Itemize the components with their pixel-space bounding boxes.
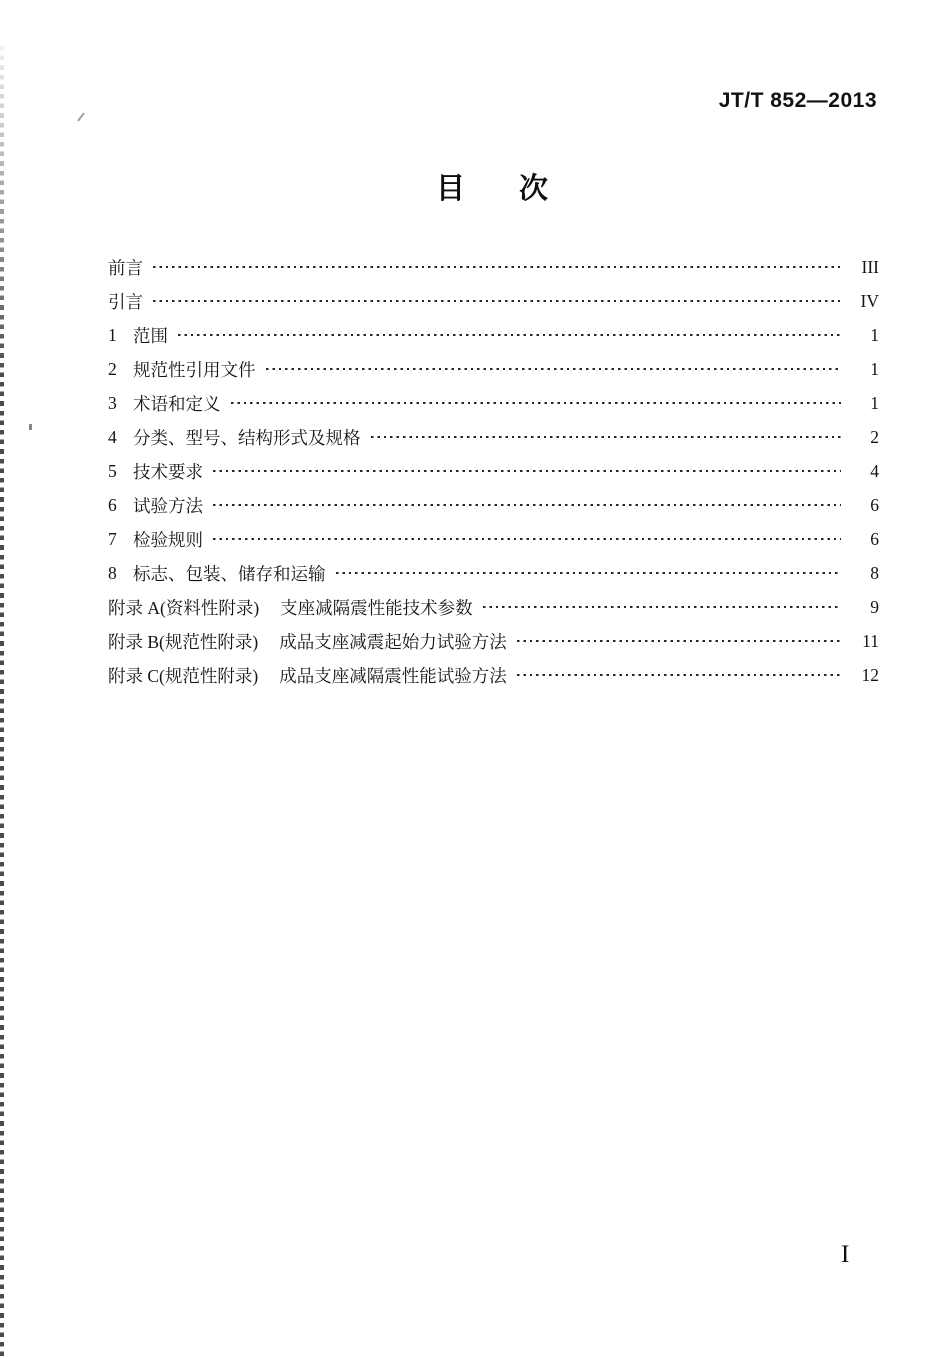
doc-number: JT/T 852—2013 [718, 89, 877, 112]
toc-entry-appendix-c [108, 658, 879, 692]
dot-leader [178, 334, 841, 337]
toc-entry-4 [108, 420, 879, 454]
dot-leader [153, 266, 841, 269]
entry-page-number: 11 [862, 630, 879, 651]
entry-label: 术语和定义 [133, 393, 221, 414]
title-char-2: 次 [519, 173, 549, 205]
toc-entry-2 [108, 352, 879, 386]
entry-label: 附录 A(资料性附录) [108, 597, 260, 618]
entry-number: 1 [108, 324, 117, 345]
entry-page-number: 2 [870, 426, 879, 447]
entry-label: 分类、型号、结构形式及规格 [133, 427, 361, 448]
entry-label: 附录 C(规范性附录) [108, 665, 259, 686]
toc-entry-8 [108, 556, 879, 590]
entry-number: 2 [108, 358, 117, 379]
toc-entry-5 [108, 454, 879, 488]
entry-label: 附录 B(规范性附录) [108, 631, 259, 652]
entry-number: 4 [108, 426, 117, 447]
entry-label: 试验方法 [133, 495, 203, 516]
toc-entry-appendix-a [108, 590, 879, 624]
scan-speck [77, 112, 85, 121]
footer-page-number: I [841, 1241, 850, 1268]
dot-leader [483, 606, 841, 609]
dot-leader [213, 470, 841, 473]
entry-page-number: IV [860, 290, 879, 311]
entry-page-number: 6 [870, 494, 879, 515]
entry-number: 3 [108, 392, 117, 413]
entry-number: 6 [108, 494, 117, 515]
document-header [719, 89, 877, 113]
entry-subtitle: 成品支座减震起始力试验方法 [279, 631, 507, 652]
dot-leader [213, 538, 841, 541]
page-title [0, 166, 950, 207]
entry-label: 引言 [108, 291, 143, 312]
toc-entry-7 [108, 522, 879, 556]
entry-page-number: 8 [870, 562, 879, 583]
title-char-1: 目 [435, 173, 465, 205]
dot-leader [213, 504, 841, 507]
entry-page-number: 1 [870, 358, 879, 379]
entry-number: 7 [108, 528, 117, 549]
toc-entry-appendix-b [108, 624, 879, 658]
entry-label: 前言 [108, 257, 143, 278]
entry-label: 标志、包装、储存和运输 [133, 563, 326, 584]
entry-label: 范围 [133, 325, 168, 346]
entry-page-number: 1 [870, 392, 879, 413]
entry-page-number: 12 [861, 664, 879, 685]
entry-subtitle: 支座减隔震性能技术参数 [280, 597, 473, 618]
toc-entry-6 [108, 488, 879, 522]
entry-label: 规范性引用文件 [133, 359, 256, 380]
dot-leader [153, 300, 841, 303]
scan-edge-marks [0, 46, 4, 1359]
dot-leader [371, 436, 842, 439]
dot-leader [336, 572, 842, 575]
entry-number: 5 [108, 460, 117, 481]
entry-number: 8 [108, 562, 117, 583]
table-of-contents [0, 250, 950, 692]
entry-page-number: 9 [870, 596, 879, 617]
entry-label: 技术要求 [133, 461, 203, 482]
entry-page-number: 4 [870, 460, 879, 481]
entry-page-number: III [861, 256, 879, 277]
toc-entry-foreword [108, 250, 879, 284]
dot-leader [266, 368, 842, 371]
entry-subtitle: 成品支座减隔震性能试验方法 [279, 665, 507, 686]
dot-leader [231, 402, 842, 405]
toc-entry-introduction [108, 284, 879, 318]
toc-entry-1 [108, 318, 879, 352]
entry-page-number: 1 [870, 324, 879, 345]
entry-page-number: 6 [870, 528, 879, 549]
toc-entry-3 [108, 386, 879, 420]
entry-label: 检验规则 [133, 529, 203, 550]
dot-leader [517, 674, 841, 677]
dot-leader [517, 640, 841, 643]
